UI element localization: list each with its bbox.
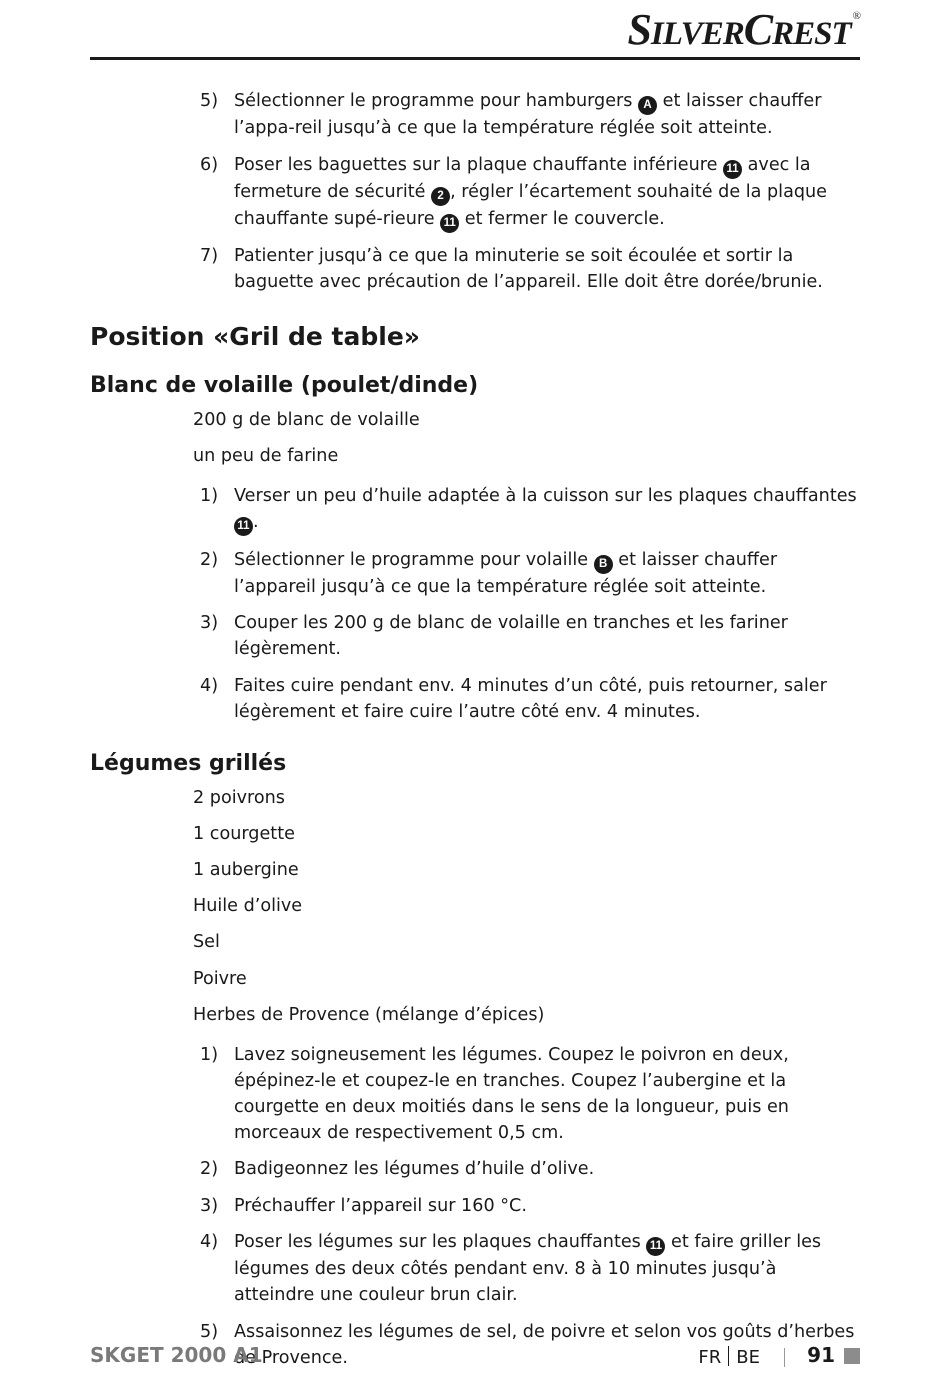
step-item bbox=[90, 1229, 860, 1308]
step-text: Faites cuire pendant env. 4 minutes d’un côté, puis retourner, saler légèrement et faire cuire l’autre côté env. 4 minutes. bbox=[234, 675, 827, 722]
step-text: Assaisonnez les légumes de sel, de poivre et selon vos goûts d’herbes de Provence. bbox=[234, 1321, 855, 1368]
lang-separator bbox=[728, 1346, 729, 1366]
step-number: 1) bbox=[200, 486, 219, 507]
reference-marker-icon: 11 bbox=[723, 160, 742, 179]
ingredient-item: 200 g de blanc de volaille bbox=[193, 410, 420, 430]
step-number: 2) bbox=[200, 549, 219, 570]
step-number: 3) bbox=[200, 1195, 219, 1216]
step-item bbox=[90, 1193, 860, 1219]
step-text: Verser un peu d’huile adaptée à la cuisson sur les plaques chauffantes bbox=[234, 486, 857, 507]
ingredient-item: Sel bbox=[193, 932, 220, 953]
step-number: 3) bbox=[200, 613, 219, 634]
step-text: Préchauffer l’appareil sur 160 °C. bbox=[234, 1195, 527, 1216]
page-content bbox=[90, 88, 860, 1381]
reference-marker-icon: A bbox=[638, 96, 657, 115]
reference-marker-icon: 11 bbox=[234, 517, 253, 536]
step-text: avec la fermeture de sécurité bbox=[234, 154, 811, 202]
ingredient-item: 1 aubergine bbox=[193, 860, 299, 881]
step-text: Poser les légumes sur les plaques chauffantes bbox=[234, 1232, 647, 1253]
step-text: et laisser chauffer l’appa-reil jusqu’à ce que la température réglée soit atteinte. bbox=[234, 91, 822, 138]
step-item bbox=[90, 610, 860, 662]
vegetables-ingredients bbox=[90, 785, 860, 1028]
step-number: 4) bbox=[200, 675, 219, 696]
page-number: 91 bbox=[807, 1343, 835, 1367]
step-number: 2) bbox=[200, 1159, 219, 1180]
ingredient-item: Herbes de Provence (mélange d’épices) bbox=[193, 1004, 545, 1025]
footer-square-marker bbox=[844, 1348, 860, 1364]
vegetables-steps-list bbox=[90, 1042, 860, 1371]
brand-logo: SILVERCREST ® bbox=[627, 5, 860, 54]
poultry-title: Blanc de volaille (poulet/dinde) bbox=[90, 373, 479, 398]
intro-steps-list bbox=[90, 88, 860, 295]
step-item bbox=[90, 1156, 860, 1182]
step-text: Badigeonnez les légumes d’huile d’olive. bbox=[234, 1159, 595, 1180]
step-number: 6) bbox=[200, 154, 219, 175]
step-text: Lavez soigneusement les légumes. Coupez le poivron en deux, épépinez-le et coupez-le en tranches. Coupez l’aubergine et la courgette en deux moitiés dans le sens de la longueur, puis en morceaux de respectivement 0,5 cm. bbox=[234, 1044, 789, 1143]
vegetables-title: Légumes grillés bbox=[90, 750, 287, 776]
ingredient-item: Poivre bbox=[193, 968, 247, 989]
ingredient-item: 2 poivrons bbox=[193, 787, 285, 808]
ingredient-item: 1 courgette bbox=[193, 823, 295, 844]
page-footer bbox=[90, 1343, 860, 1377]
reference-marker-icon: B bbox=[594, 555, 613, 574]
step-item bbox=[90, 673, 860, 725]
step-text: Sélectionner le programme pour hamburgers bbox=[234, 91, 639, 111]
language-indicator: FR BE bbox=[698, 1347, 760, 1368]
reference-marker-icon: 11 bbox=[646, 1237, 665, 1256]
step-item bbox=[90, 88, 860, 141]
step-text: et faire griller les légumes des deux côtés pendant env. 8 à 10 minutes jusqu’à atteindre une couleur brun clair. bbox=[234, 1232, 822, 1306]
footer-separator bbox=[784, 1348, 785, 1367]
poultry-ingredients bbox=[90, 407, 860, 469]
step-number: 7) bbox=[200, 246, 219, 266]
step-number: 1) bbox=[200, 1044, 219, 1065]
step-text: , régler l’écartement souhaité de la plaque chauffante supé-rieure bbox=[234, 181, 827, 229]
step-text: Patienter jusqu’à ce que la minuterie se soit écoulée et sortir la baguette avec précaution de l’appareil. Elle doit être dorée/brunie. bbox=[234, 246, 823, 292]
step-text: et laisser chauffer l’appareil jusqu’à ce que la température réglée soit atteinte. bbox=[234, 549, 778, 597]
step-number: 5) bbox=[200, 1321, 219, 1342]
header-rule bbox=[90, 57, 860, 60]
step-item bbox=[90, 152, 860, 233]
step-number: 4) bbox=[200, 1232, 219, 1253]
step-text: Couper les 200 g de blanc de volaille en tranches et les fariner légèrement. bbox=[234, 613, 788, 660]
step-number: 5) bbox=[200, 91, 219, 111]
step-text: . bbox=[253, 512, 259, 533]
step-text: et fermer le couvercle. bbox=[459, 208, 665, 229]
section-title: Position «Gril de table» bbox=[90, 322, 420, 351]
poultry-steps-list bbox=[90, 483, 860, 725]
step-item bbox=[90, 1042, 860, 1146]
step-text: Sélectionner le programme pour volaille bbox=[234, 549, 594, 570]
step-item bbox=[90, 243, 860, 295]
model-number: SKGET 2000 A1 bbox=[90, 1343, 263, 1367]
step-item bbox=[90, 547, 860, 600]
reference-marker-icon: 2 bbox=[431, 187, 450, 206]
step-text: Poser les baguettes sur la plaque chauffante inférieure bbox=[234, 154, 724, 175]
ingredient-item: un peu de farine bbox=[193, 446, 339, 467]
step-item bbox=[90, 483, 860, 536]
ingredient-item: Huile d’olive bbox=[193, 896, 303, 917]
reference-marker-icon: 11 bbox=[440, 214, 459, 233]
